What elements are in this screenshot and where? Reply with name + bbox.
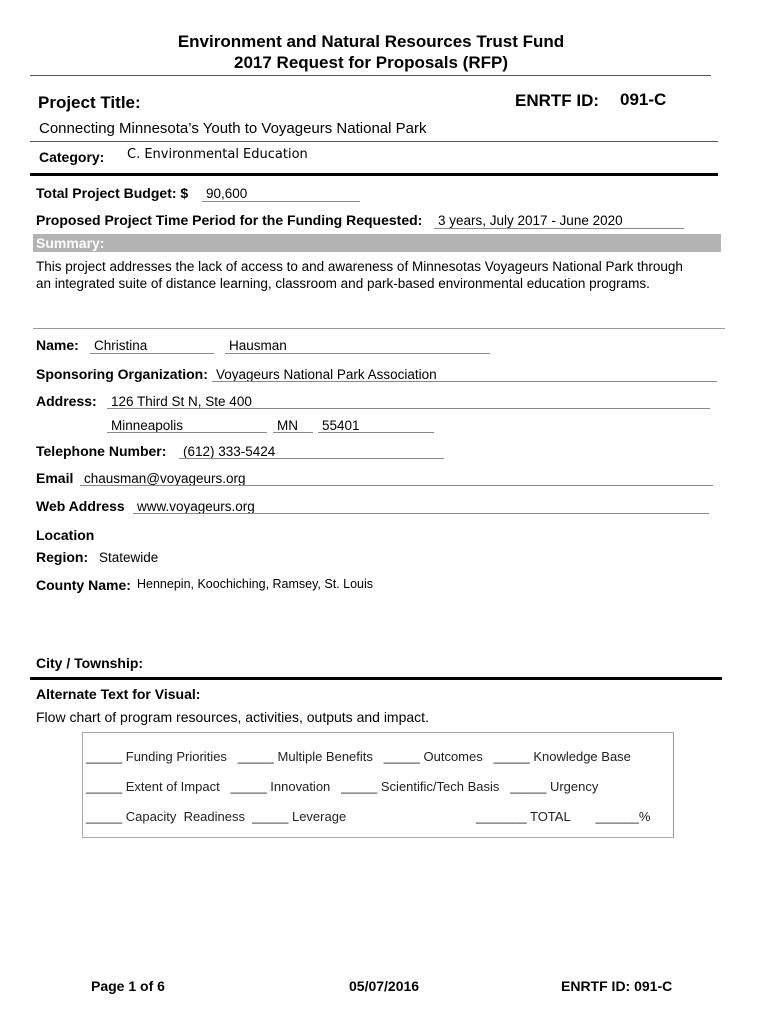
summary-line-1: This project addresses the lack of access to and awareness of Minnesotas Voyageurs National Park through: [36, 259, 683, 274]
location-heading: Location: [36, 527, 95, 543]
city-township-label: City / Township:: [36, 655, 144, 671]
category-label: Category:: [39, 149, 105, 165]
budget-label: Total Project Budget: $: [36, 185, 189, 201]
project-title-label: Project Title:: [38, 93, 141, 112]
last-name-underline: [225, 353, 490, 354]
header-divider: [30, 75, 711, 76]
zip-value: 55401: [322, 418, 360, 433]
zip-underline: [318, 432, 434, 433]
scoring-row-3: _____ Capacity Readiness _____ Leverage: [86, 809, 347, 824]
title-divider: [30, 141, 718, 142]
form-header-title: Environment and Natural Resources Trust Fund: [177, 32, 565, 51]
last-name-value: Hausman: [229, 338, 287, 353]
email-underline: [80, 485, 713, 486]
email-label: Email: [36, 470, 74, 486]
summary-header: Summary:: [33, 234, 721, 252]
summary-divider: [33, 328, 725, 329]
footer-enrtf-id: ENRTF ID: 091-C: [561, 978, 673, 994]
period-value: 3 years, July 2017 - June 2020: [438, 213, 623, 228]
category-divider: [30, 173, 718, 176]
budget-underline: [202, 201, 360, 202]
footer-date: 05/07/2016: [349, 978, 420, 994]
state-underline: [273, 432, 313, 433]
region-label: Region:: [36, 549, 89, 565]
phone-underline: [179, 458, 444, 459]
first-name-value: Christina: [94, 338, 148, 353]
name-label: Name:: [36, 337, 79, 353]
scoring-total: _______ TOTAL ______%: [476, 809, 651, 824]
phone-label: Telephone Number:: [36, 443, 167, 459]
visual-alt-text: Flow chart of program resources, activities, outputs and impact.: [36, 709, 429, 725]
web-address-label: Web Address: [36, 498, 125, 514]
web-address-value: www.voyageurs.org: [137, 499, 255, 514]
summary-line-2: an integrated suite of distance learning, classroom and park-based environmental education programs.: [36, 276, 650, 291]
web-address-underline: [133, 513, 709, 514]
enrtf-id-value: 091-C: [620, 90, 667, 109]
city-underline: [107, 432, 267, 433]
first-name-underline: [90, 353, 214, 354]
sponsor-org-value: Voyageurs National Park Association: [216, 367, 437, 382]
enrtf-id-label: ENRTF ID:: [515, 91, 600, 110]
county-label: County Name:: [36, 577, 131, 593]
region-value: Statewide: [99, 550, 159, 565]
address-label: Address:: [36, 393, 97, 409]
category-value: C. Environmental Education: [127, 147, 308, 162]
project-title-value: Connecting Minnesota’s Youth to Voyageurs National Park: [39, 120, 427, 137]
visual-alt-label: Alternate Text for Visual:: [36, 686, 201, 702]
street-value: 126 Third St N, Ste 400: [111, 394, 252, 409]
period-label: Proposed Project Time Period for the Funding Requested:: [36, 212, 423, 228]
scoring-row-2: _____ Extent of Impact _____ Innovation _____ Scientific/Tech Basis _____ Urgency: [86, 779, 599, 794]
form-header-subtitle: 2017 Request for Proposals (RFP): [234, 53, 508, 72]
sponsor-org-underline: [212, 381, 717, 382]
email-value: chausman@voyageurs.org: [84, 471, 246, 486]
sponsor-org-label: Sponsoring Organization:: [36, 366, 208, 382]
location-divider: [30, 677, 722, 680]
footer-page-number: Page 1 of 6: [91, 978, 165, 994]
city-value: Minneapolis: [111, 418, 184, 433]
street-underline: [107, 408, 710, 409]
county-value: Hennepin, Koochiching, Ramsey, St. Louis: [137, 577, 374, 591]
period-underline: [434, 228, 684, 229]
scoring-row-1: _____ Funding Priorities _____ Multiple Benefits _____ Outcomes _____ Knowledge Base: [86, 749, 631, 764]
budget-value: 90,600: [206, 186, 248, 201]
state-value: MN: [277, 418, 298, 433]
phone-value: (612) 333-5424: [183, 444, 276, 459]
